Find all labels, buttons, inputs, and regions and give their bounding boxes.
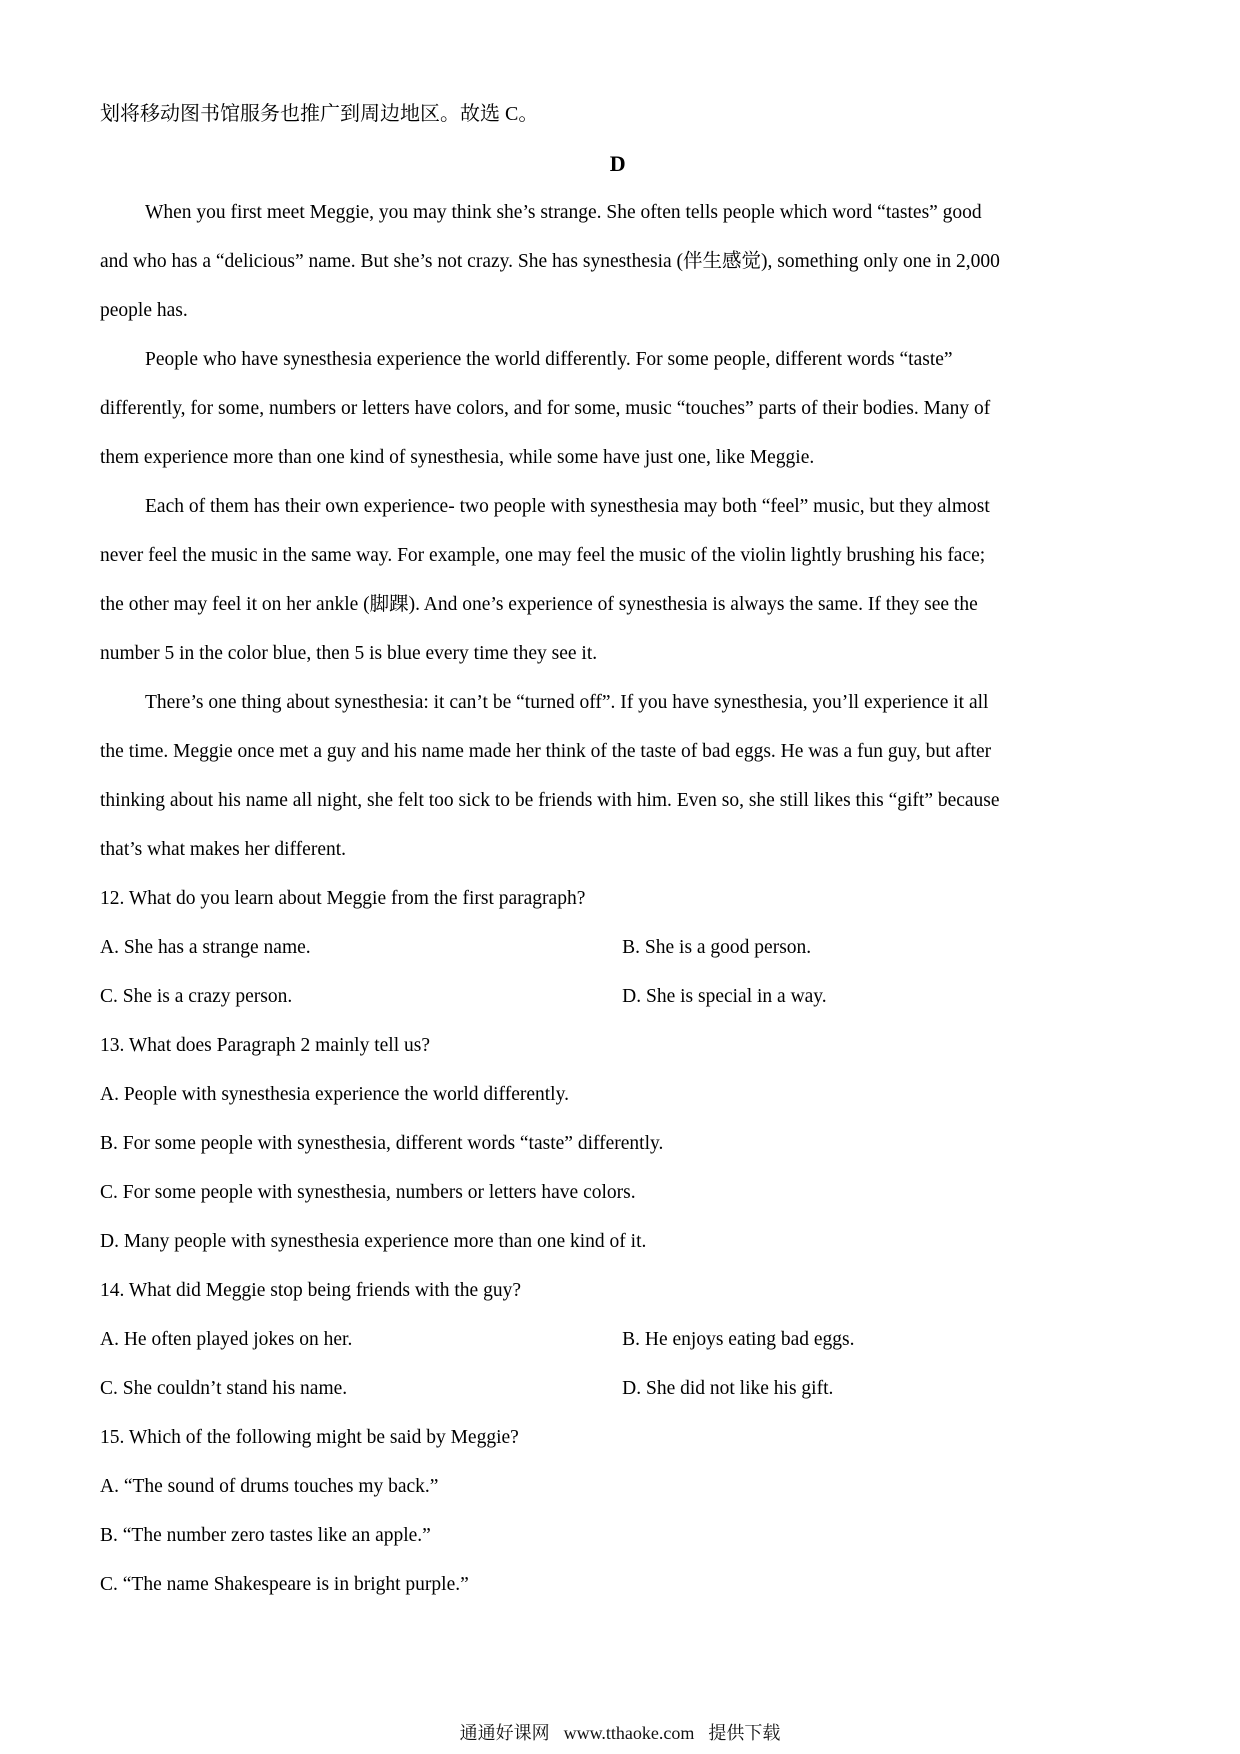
question-13 <box>100 1021 1136 1266</box>
question-12 <box>100 874 1136 1021</box>
question-15-option-c: C. “The name Shakespeare is in bright purple.” <box>100 1574 469 1595</box>
question-12-options-row-1 <box>100 923 1136 972</box>
question-12-option-c: C. She is a crazy person. <box>100 986 293 1007</box>
question-14-option-b: B. He enjoys eating bad eggs. <box>622 1329 855 1350</box>
page-footer <box>0 1718 1240 1748</box>
question-12-prompt: 12. What do you learn about Meggie from the first paragraph? <box>100 888 586 909</box>
section-heading-d: D <box>609 151 627 176</box>
passage-paragraph-1 <box>100 188 1136 335</box>
footer-site-name: 通通好课网 <box>459 1723 550 1743</box>
question-15 <box>100 1413 1136 1609</box>
passage-line: thinking about his name all night, she felt too sick to be friends with him. Even so, she still likes this “gift” because <box>100 790 1000 811</box>
question-14 <box>100 1266 1136 1413</box>
passage-line: the other may feel it on her ankle (脚踝). And one’s experience of synesthesia is always the same. If they see the <box>100 594 978 615</box>
answer-note: 划将移动图书馆服务也推广到周边地区。故选 C。 <box>100 103 539 125</box>
passage-line: There’s one thing about synesthesia: it can’t be “turned off”. If you have synesthesia, you’ll experience it all <box>145 692 989 713</box>
question-15-prompt: 15. Which of the following might be said by Meggie? <box>100 1427 519 1448</box>
question-13-option-b: B. For some people with synesthesia, different words “taste” differently. <box>100 1133 664 1154</box>
question-13-option-a: A. People with synesthesia experience the world differently. <box>100 1084 569 1105</box>
passage-line: never feel the music in the same way. For example, one may feel the music of the violin lightly brushing his face; <box>100 545 986 566</box>
passage-line: and who has a “delicious” name. But she’s not crazy. She has synesthesia (伴生感觉), something only one in 2,000 <box>100 251 1000 272</box>
passage-line: the time. Meggie once met a guy and his name made her think of the taste of bad eggs. He was a fun guy, but after <box>100 741 992 762</box>
passage-line: people has. <box>100 300 188 321</box>
question-13-option-d: D. Many people with synesthesia experience more than one kind of it. <box>100 1231 647 1252</box>
passage-line: number 5 in the color blue, then 5 is blue every time they see it. <box>100 643 598 664</box>
footer-url: www.tthaoke.com <box>563 1723 695 1743</box>
question-14-option-d: D. She did not like his gift. <box>622 1378 834 1399</box>
footer-download-note: 提供下载 <box>708 1723 781 1743</box>
passage-line: People who have synesthesia experience the world differently. For some people, different words “taste” <box>145 349 953 370</box>
passage-paragraph-3 <box>100 482 1136 678</box>
question-12-option-a: A. She has a strange name. <box>100 937 311 958</box>
question-14-option-a: A. He often played jokes on her. <box>100 1329 353 1350</box>
passage-line: them experience more than one kind of synesthesia, while some have just one, like Meggie. <box>100 447 815 468</box>
passage-line: that’s what makes her different. <box>100 839 347 860</box>
question-14-prompt: 14. What did Meggie stop being friends with the guy? <box>100 1280 521 1301</box>
question-14-options-row-1 <box>100 1315 1136 1364</box>
question-12-options-row-2 <box>100 972 1136 1021</box>
question-15-option-a: A. “The sound of drums touches my back.” <box>100 1476 439 1497</box>
passage-paragraph-4 <box>100 678 1136 874</box>
question-13-option-c: C. For some people with synesthesia, numbers or letters have colors. <box>100 1182 636 1203</box>
passage-line: When you first meet Meggie, you may think she’s strange. She often tells people which word “tastes” good <box>145 202 982 223</box>
question-14-option-c: C. She couldn’t stand his name. <box>100 1378 348 1399</box>
passage-line: differently, for some, numbers or letters have colors, and for some, music “touches” parts of their bodies. Many of <box>100 398 991 419</box>
question-12-option-b: B. She is a good person. <box>622 937 812 958</box>
question-12-option-d: D. She is special in a way. <box>622 986 827 1007</box>
question-15-option-b: B. “The number zero tastes like an apple.” <box>100 1525 431 1546</box>
question-13-prompt: 13. What does Paragraph 2 mainly tell us? <box>100 1035 430 1056</box>
question-14-options-row-2 <box>100 1364 1136 1413</box>
passage-line: Each of them has their own experience- two people with synesthesia may both “feel” music, but they almost <box>145 496 990 517</box>
passage-paragraph-2 <box>100 335 1136 482</box>
